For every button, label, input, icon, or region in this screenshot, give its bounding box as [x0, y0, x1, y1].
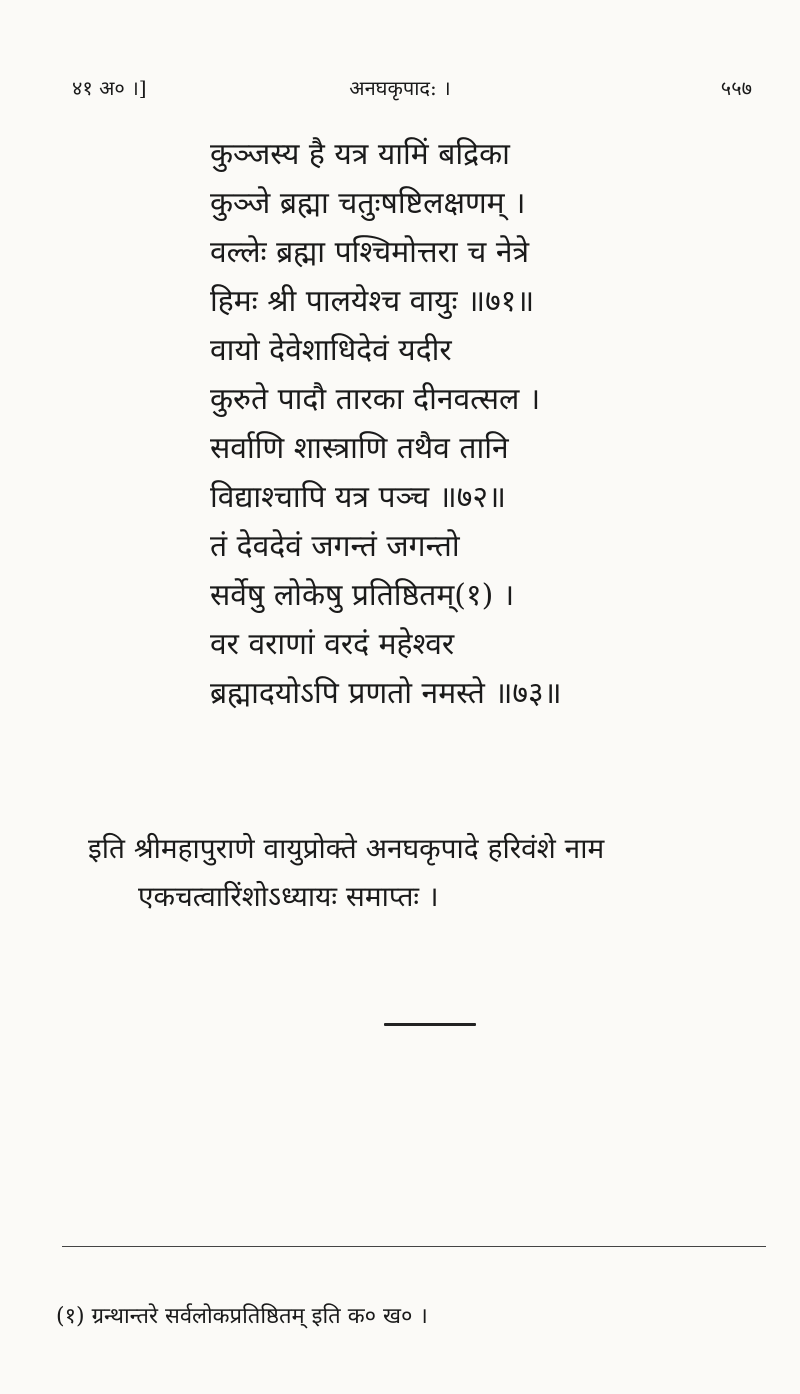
verse-line: कुञ्जे ब्रह्मा चतुःषष्टिलक्षणम् ।: [210, 186, 526, 221]
footnote-rule: [62, 1246, 766, 1247]
verse-block: [210, 130, 750, 718]
verse-line: सर्वाणि शास्त्राणि तथैव तानि: [210, 431, 509, 466]
chapter-reference: ४१ अ० ।]: [72, 76, 147, 100]
running-header: [0, 70, 800, 110]
chapter-colophon: [88, 825, 768, 921]
verse-line: कुञ्जस्य है यत्र यामिं बद्रिका: [210, 137, 510, 172]
verse-line: कुरुते पादौ तारका दीनवत्सल ।: [210, 382, 541, 417]
verse-line: तं देवदेवं जगन्तं जगन्तो: [210, 529, 460, 564]
running-title: अनघकृपाद: ।: [349, 76, 451, 100]
footnote: (१) ग्रन्थान्तरे सर्वलोकप्रतिष्ठितम् इति क० ख० ।: [56, 1304, 428, 1329]
verse-line: वायो देवेशाधिदेवं यदीर: [210, 333, 452, 368]
colophon-line: इति श्रीमहापुराणे वायुप्रोक्ते अनघकृपादे हरिवंशे नाम: [88, 832, 605, 865]
verse-line: सर्वेषु लोकेषु प्रतिष्ठितम्(१) ।: [210, 578, 515, 613]
chapter-end-rule: [384, 1023, 476, 1026]
verse-line: ब्रह्मादयोऽपि प्रणतो नमस्ते ॥७३॥: [210, 676, 562, 711]
verse-line: वर वराणां वरदं महेश्वर: [210, 627, 455, 662]
verse-line: विद्याश्चापि यत्र पञ्च ॥७२॥: [210, 480, 506, 515]
verse-line: वल्लेः ब्रह्मा पश्चिमोत्तरा च नेत्रे: [210, 235, 530, 270]
colophon-line: एकचत्वारिंशोऽध्यायः समाप्तः ।: [138, 880, 439, 913]
page-number: ५५७: [720, 76, 752, 100]
verse-line: हिमः श्री पालयेश्च वायुः ॥७१॥: [210, 284, 535, 319]
